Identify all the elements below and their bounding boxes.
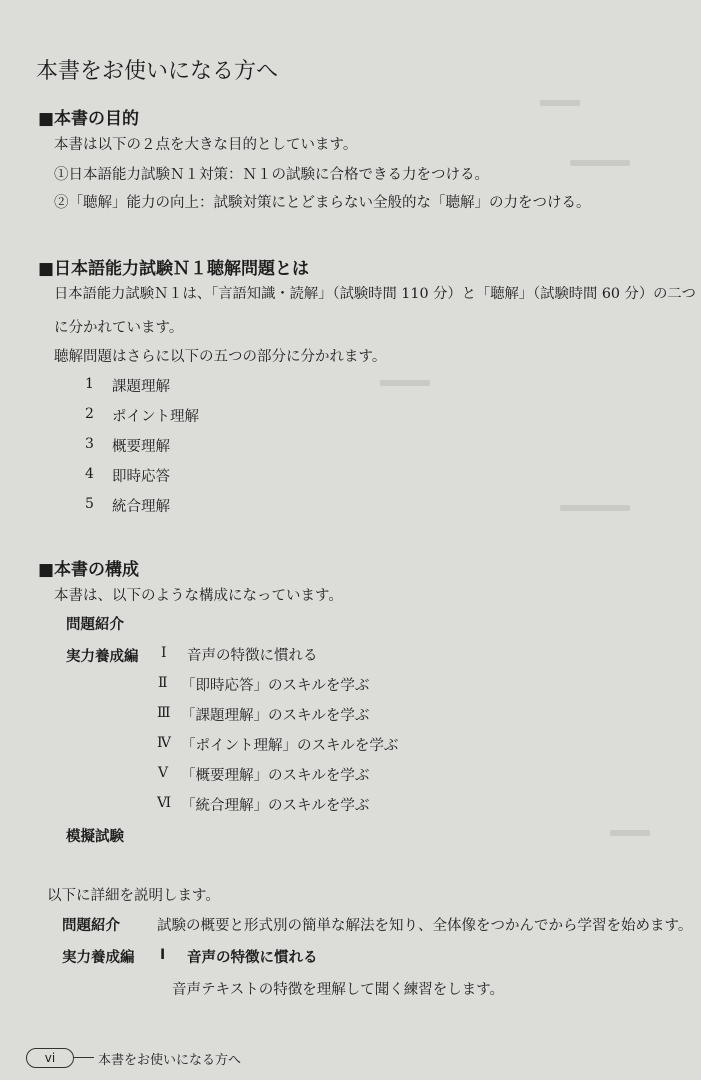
structure-mogi-label: 模擬試験 xyxy=(66,829,124,845)
list-item-num: 4 xyxy=(85,466,94,482)
test-line-2: に分かれています。 xyxy=(54,320,184,336)
unit-label: 「統合理解」のスキルを学ぶ xyxy=(181,798,370,814)
unit-label: 音声の特徴に慣れる xyxy=(187,648,318,664)
footer-divider xyxy=(74,1057,94,1058)
purpose-point-2: ②「聴解」能力の向上：試験対策にとどまらない全般的な「聴解」の力をつける。 xyxy=(54,195,591,211)
list-item-label: 概要理解 xyxy=(112,439,170,455)
list-item-label: 統合理解 xyxy=(112,499,170,515)
unit-num: Ⅰ xyxy=(161,645,167,661)
unit-num: Ⅴ xyxy=(158,765,169,781)
section-heading-structure: ■本書の構成 xyxy=(38,560,140,580)
purpose-intro: 本書は以下の２点を大きな目的としています。 xyxy=(54,137,358,153)
structure-jitsuryoku-label: 実力養成編 xyxy=(66,649,139,665)
list-item-label: 即時応答 xyxy=(112,469,170,485)
list-item-label: ポイント理解 xyxy=(112,409,199,425)
unit-label: 「即時応答」のスキルを学ぶ xyxy=(181,678,370,694)
page-number-badge: vi xyxy=(26,1048,74,1068)
details-jitsu-num: Ⅰ xyxy=(160,947,166,963)
unit-label: 「ポイント理解」のスキルを学ぶ xyxy=(181,738,399,754)
test-line-3: 聴解問題はさらに以下の五つの部分に分かれます。 xyxy=(54,349,387,365)
section-heading-test: ■日本語能力試験Ｎ１聴解問題とは xyxy=(38,259,310,279)
unit-num: Ⅲ xyxy=(157,705,171,721)
details-mondai-label: 問題紹介 xyxy=(62,918,120,934)
details-jitsu-text: 音声テキストの特徴を理解して聞く練習をします。 xyxy=(172,982,505,998)
details-jitsu-title: 音声の特徴に慣れる xyxy=(187,950,318,966)
list-item-num: 2 xyxy=(85,406,94,422)
details-mondai-text: 試験の概要と形式別の簡単な解法を知り、全体像をつかんでから学習を始めます。 xyxy=(157,918,693,934)
list-item-num: 1 xyxy=(85,376,94,392)
unit-label: 「課題理解」のスキルを学ぶ xyxy=(181,708,370,724)
bleed-mark xyxy=(560,505,630,511)
unit-num: Ⅳ xyxy=(157,735,171,751)
bleed-mark xyxy=(380,380,430,386)
page-title: 本書をお使いになる方へ xyxy=(36,59,279,84)
structure-intro: 本書は、以下のような構成になっています。 xyxy=(54,588,343,604)
bleed-mark xyxy=(570,160,630,166)
list-item-num: 3 xyxy=(85,436,94,452)
details-jitsu-label: 実力養成編 xyxy=(62,950,135,966)
purpose-point-1: ①日本語能力試験Ｎ１対策：Ｎ１の試験に合格できる力をつける。 xyxy=(54,167,489,183)
details-intro: 以下に詳細を説明します。 xyxy=(47,888,220,904)
list-item-num: 5 xyxy=(85,496,94,512)
unit-num: Ⅵ xyxy=(157,795,172,811)
structure-mondai-label: 問題紹介 xyxy=(66,617,124,633)
section-heading-purpose: ■本書の目的 xyxy=(38,109,140,129)
bleed-mark xyxy=(610,830,650,836)
list-item-label: 課題理解 xyxy=(112,379,170,395)
unit-label: 「概要理解」のスキルを学ぶ xyxy=(181,768,370,784)
bleed-mark xyxy=(540,100,580,106)
running-footer: 本書をお使いになる方へ xyxy=(98,1053,242,1068)
unit-num: Ⅱ xyxy=(158,675,168,691)
test-line-1: 日本語能力試験Ｎ１は、「言語知識・読解」（試験時間 110 分）と「聴解」（試験時間 60 分）の二つ xyxy=(54,286,696,302)
